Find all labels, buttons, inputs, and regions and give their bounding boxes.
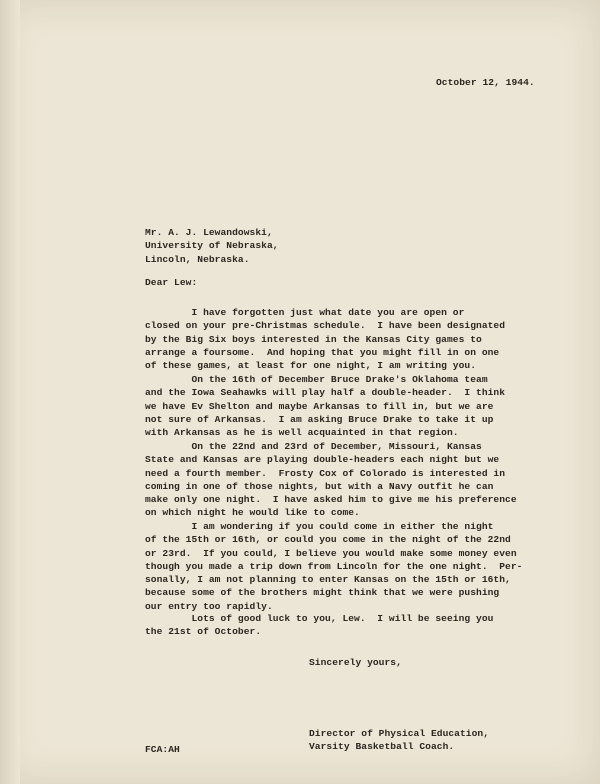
recipient-address: Mr. A. J. Lewandowski, University of Nebraska, Lincoln, Nebraska. bbox=[145, 227, 279, 265]
letter-date: October 12, 1944. bbox=[436, 77, 535, 88]
body-paragraph-4: I am wondering if you could come in either the night of the 15th or 16th, or could you come in the night of the 22nd or 23rd. If you could, I believe you would make some money even though you made a trip down from Lincoln for the one night. Per- sonally, I am not planning to enter Kansas on the 15th or 16th, because some of the brothers might think that we were pushing our entry too rapidly. bbox=[145, 521, 523, 612]
complimentary-closing: Sincerely yours, bbox=[309, 657, 402, 668]
body-paragraph-3: On the 22nd and 23rd of December, Missouri, Kansas State and Kansas are playing double-headers each night but we need a fourth member. Frosty Cox of Colorado is interested in coming in one of those nights, but with a Navy outfit he can make only one night. I have asked him to give me his preference on which night he would like to come. bbox=[145, 441, 517, 519]
signature-block: Director of Physical Education, Varsity Basketball Coach. bbox=[309, 728, 490, 753]
salutation: Dear Lew: bbox=[145, 277, 198, 288]
body-paragraph-2: On the 16th of December Bruce Drake's Oklahoma team and the Iowa Seahawks will play half a double-header. I think we have Ev Shelton and maybe Arkansas to fill in, but we are not sure of Arkansas. I am asking Bruce Drake to take it up with Arkansas as he is well acquainted in that region. bbox=[145, 374, 506, 439]
typist-initials: FCA:AH bbox=[145, 744, 180, 755]
page-edge-shadow bbox=[0, 0, 20, 784]
body-paragraph-5: Lots of good luck to you, Lew. I will be seeing you the 21st of October. bbox=[145, 613, 494, 638]
body-paragraph-1: I have forgotten just what date you are open or closed on your pre-Christmas schedule. I have been designated by the Big Six boys interested in the Kansas City games to arrange a foursome. And hoping that you might fill in on one of these games, at least for one night, I am writing you. bbox=[145, 307, 506, 372]
